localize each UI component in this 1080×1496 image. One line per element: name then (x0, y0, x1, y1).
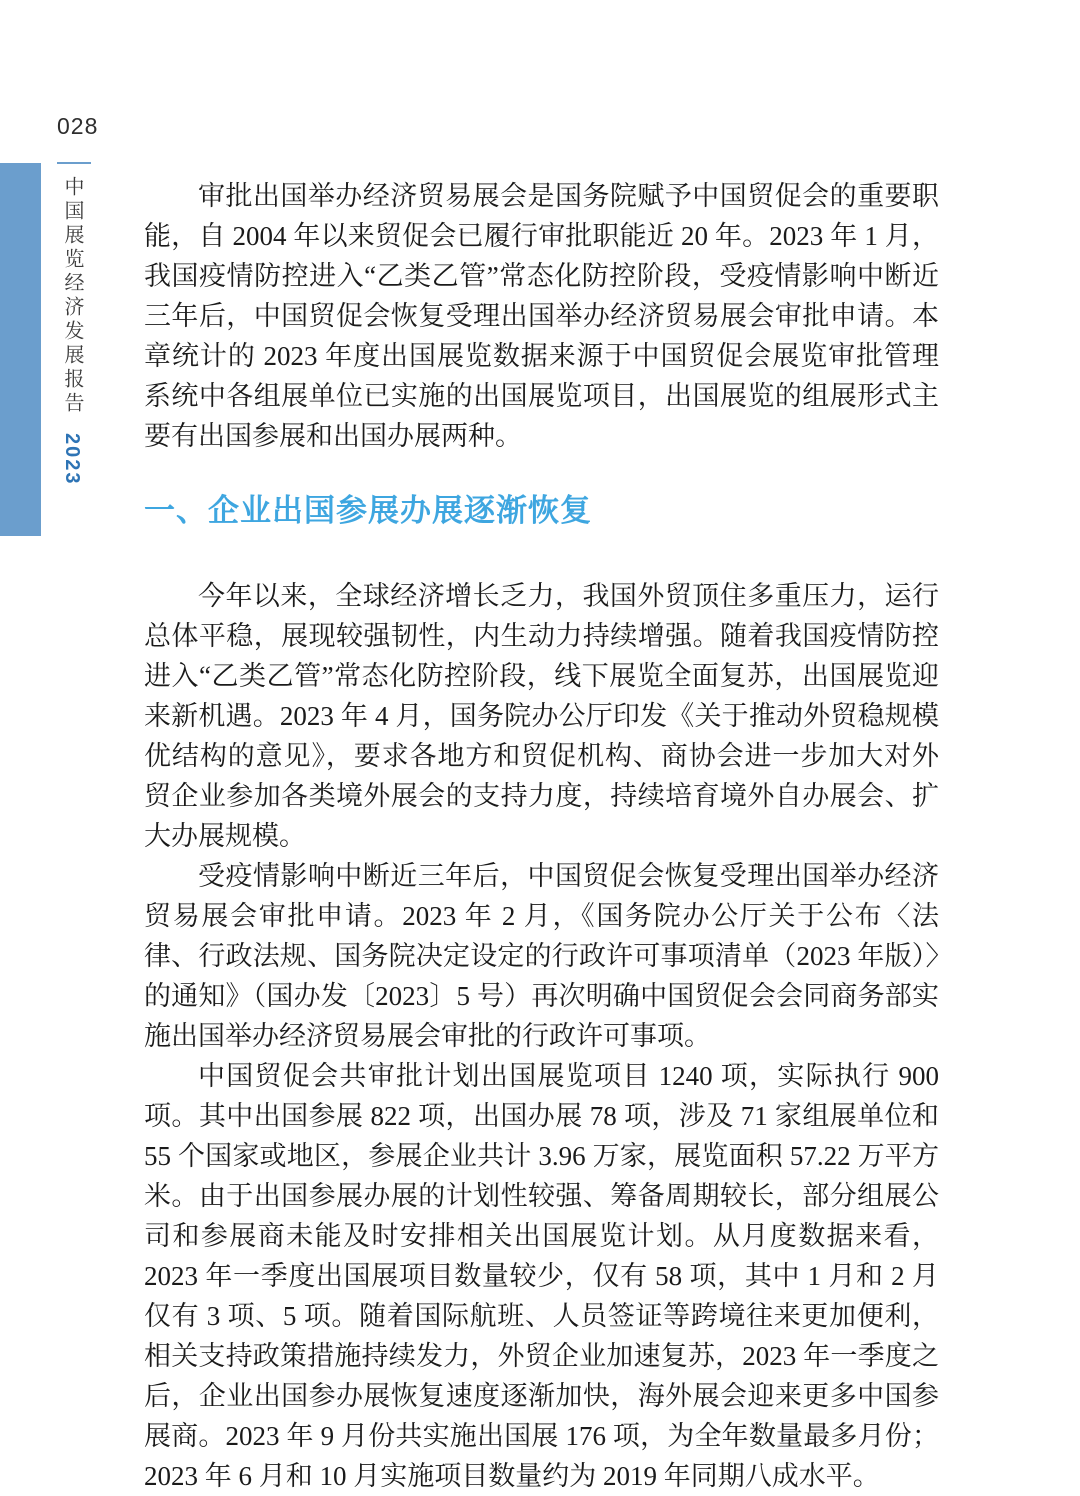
intro-paragraph: 审批出国举办经济贸易展会是国务院赋予中国贸促会的重要职能，自 2004 年以来贸促会已履行审批职能近 20 年。2023 年 1 月，我国疫情防控进入“乙类乙管”常态化防控阶段，受疫情影响中断近三年后，中国贸促会恢复受理出国举办经济贸易展会审批申请。本章统计的 2023 年度出国展览数据来源于中国贸促会展览审批管理系统中各组展单位已实施的出国展览项目，出国展览的组展形式主要有出国参展和出国办展两种。 (144, 181, 939, 451)
page-number-divider (57, 162, 91, 164)
sidebar-accent-bar (0, 163, 41, 536)
body-paragraph-1: 今年以来，全球经济增长乏力，我国外贸顶住多重压力，运行总体平稳，展现较强韧性，内生动力持续增强。随着我国疫情防控进入“乙类乙管”常态化防控阶段，线下展览全面复苏，出国展览迎来新机遇。2023 年 4 月，国务院办公厅印发《关于推动外贸稳规模优结构的意见》，要求各地方和贸促机构、商协会进一步加大对外贸企业参加各类境外展会的支持力度，持续培育境外自办展会、扩大办展规模。 (144, 581, 939, 851)
book-title-year: 2023 (61, 433, 83, 486)
page-number: 028 (57, 113, 99, 139)
section-heading: 一、企业出国参展办展逐渐恢复 (144, 493, 592, 528)
page-content (144, 176, 939, 1496)
sidebar-book-title (58, 176, 87, 596)
body-paragraph-2: 受疫情影响中断近三年后，中国贸促会恢复受理出国举办经济贸易展会审批申请。2023 年 2 月，《国务院办公厅关于公布〈法律、行政法规、国务院决定设定的行政许可事项清单（2023 年版）〉的通知》（国办发〔2023〕5 号）再次明确中国贸促会会同商务部实施出国举办经济贸易展会审批的行政许可事项。 (144, 861, 939, 1051)
book-title-text: 中国展览经济发展报告 (61, 176, 83, 416)
body-paragraph-3: 中国贸促会共审批计划出国展览项目 1240 项，实际执行 900 项。其中出国参展 822 项，出国办展 78 项，涉及 71 家组展单位和 55 个国家或地区，参展企业共计 3.96 万家，展览面积 57.22 万平方米。由于出国参展办展的计划性较强、筹备周期较长，部分组展公司和参展商未能及时安排相关出国展览计划。从月度数据来看，2023 年一季度出国展项目数量较少，仅有 58 项，其中 1 月和 2 月仅有 3 项、5 项。随着国际航班、人员签证等跨境往来更加便利，相关支持政策措施持续发力，外贸企业加速复苏，2023 年一季度之后，企业出国参办展恢复速度逐渐加快，海外展会迎来更多中国参展商。2023 年 9 月份共实施出国展 176 项，为全年数量最多月份；2023 年 6 月和 10 月实施项目数量约为 2019 年同期八成水平。 (144, 1061, 939, 1491)
